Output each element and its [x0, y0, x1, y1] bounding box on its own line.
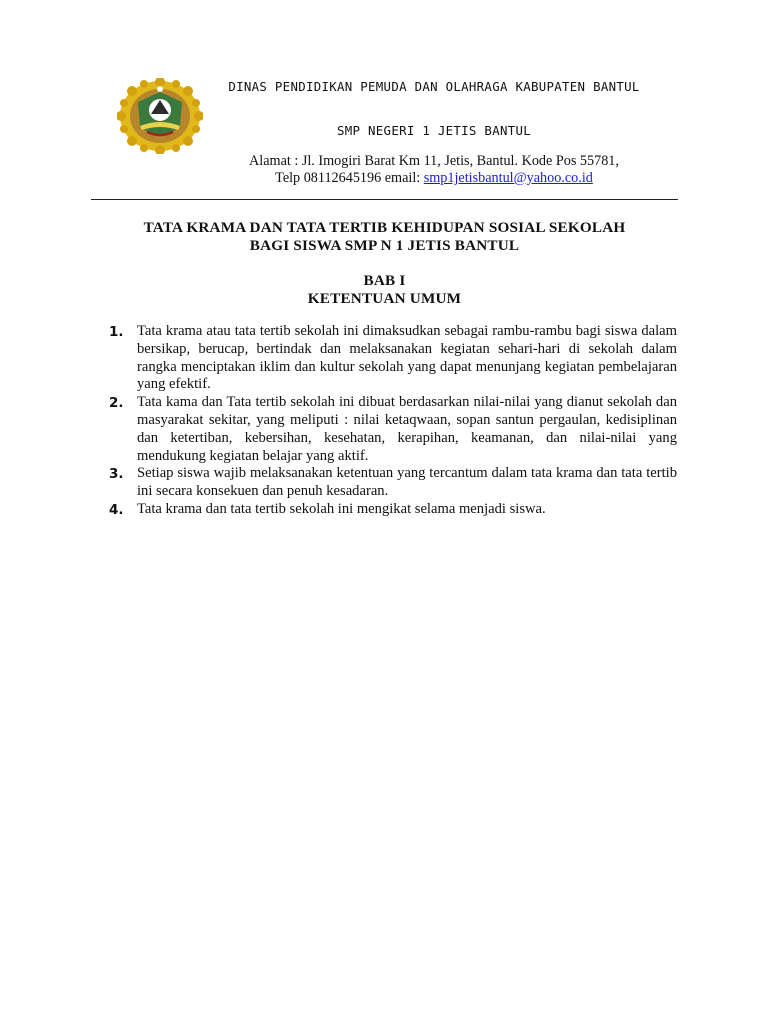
item-number: 2.	[109, 395, 124, 412]
provisions-list	[109, 323, 677, 519]
list-item	[109, 465, 677, 501]
document-title-line-1: TATA KRAMA DAN TATA TERTIB KEHIDUPAN SOSIAL SEKOLAH	[143, 219, 626, 236]
school-name: SMP NEGERI 1 JETIS BANTUL	[337, 123, 531, 138]
item-number: 4.	[109, 501, 124, 518]
item-number: 1.	[109, 324, 124, 340]
header-divider	[91, 199, 678, 200]
item-text: Tata kama dan Tata tertib sekolah ini dibuat berdasarkan nilai-nilai yang dianut sekolah dan masyarakat sekitar, yang meliputi : nilai ketaqwaan, sopan santun pergaulan, kedisiplinan dan ketertiban, kebersihan, kesehatan, kerapihan, keamanan, dan nilai-nilai yang mendukung kegiatan belajar yang aktif.	[137, 394, 677, 464]
item-text: Setiap siswa wajib melaksanakan ketentuan yang tercantum dalam tata krama dan tata tertib ini secara konsekuen dan penuh kesadaran.	[137, 465, 677, 500]
agency-name: DINAS PENDIDIKAN PEMUDA DAN OLAHRAGA KABUPATEN BANTUL	[228, 79, 640, 94]
list-item	[109, 501, 677, 519]
list-item	[109, 323, 677, 394]
address-line: Alamat : Jl. Imogiri Barat Km 11, Jetis, Bantul. Kode Pos 55781,	[249, 153, 619, 169]
document-title-line-2: BAGI SISWA SMP N 1 JETIS BANTUL	[249, 237, 520, 254]
chapter-title: KETENTUAN UMUM	[307, 290, 462, 307]
chapter-number: BAB I	[363, 272, 406, 289]
phone-text: Telp 08112645196 email:	[275, 170, 424, 186]
list-item	[109, 394, 677, 465]
item-number: 3.	[109, 466, 124, 483]
item-text: Tata krama dan tata tertib sekolah ini mengikat selama menjadi siswa.	[137, 500, 546, 517]
item-text: Tata krama atau tata tertib sekolah ini dimaksudkan sebagai rambu-rambu bagi siswa dalam bersikap, berucap, bertindak dan melaksanakan kegiatan sehari-hari di sekolah dalam rangka menciptakan iklim dan kultur sekolah yang dapat menunjang kegiatan pembelajaran yang efektif.	[137, 323, 677, 393]
email-link[interactable]: smp1jetisbantul@yahoo.co.id	[423, 170, 593, 186]
contact-line	[186, 170, 682, 187]
